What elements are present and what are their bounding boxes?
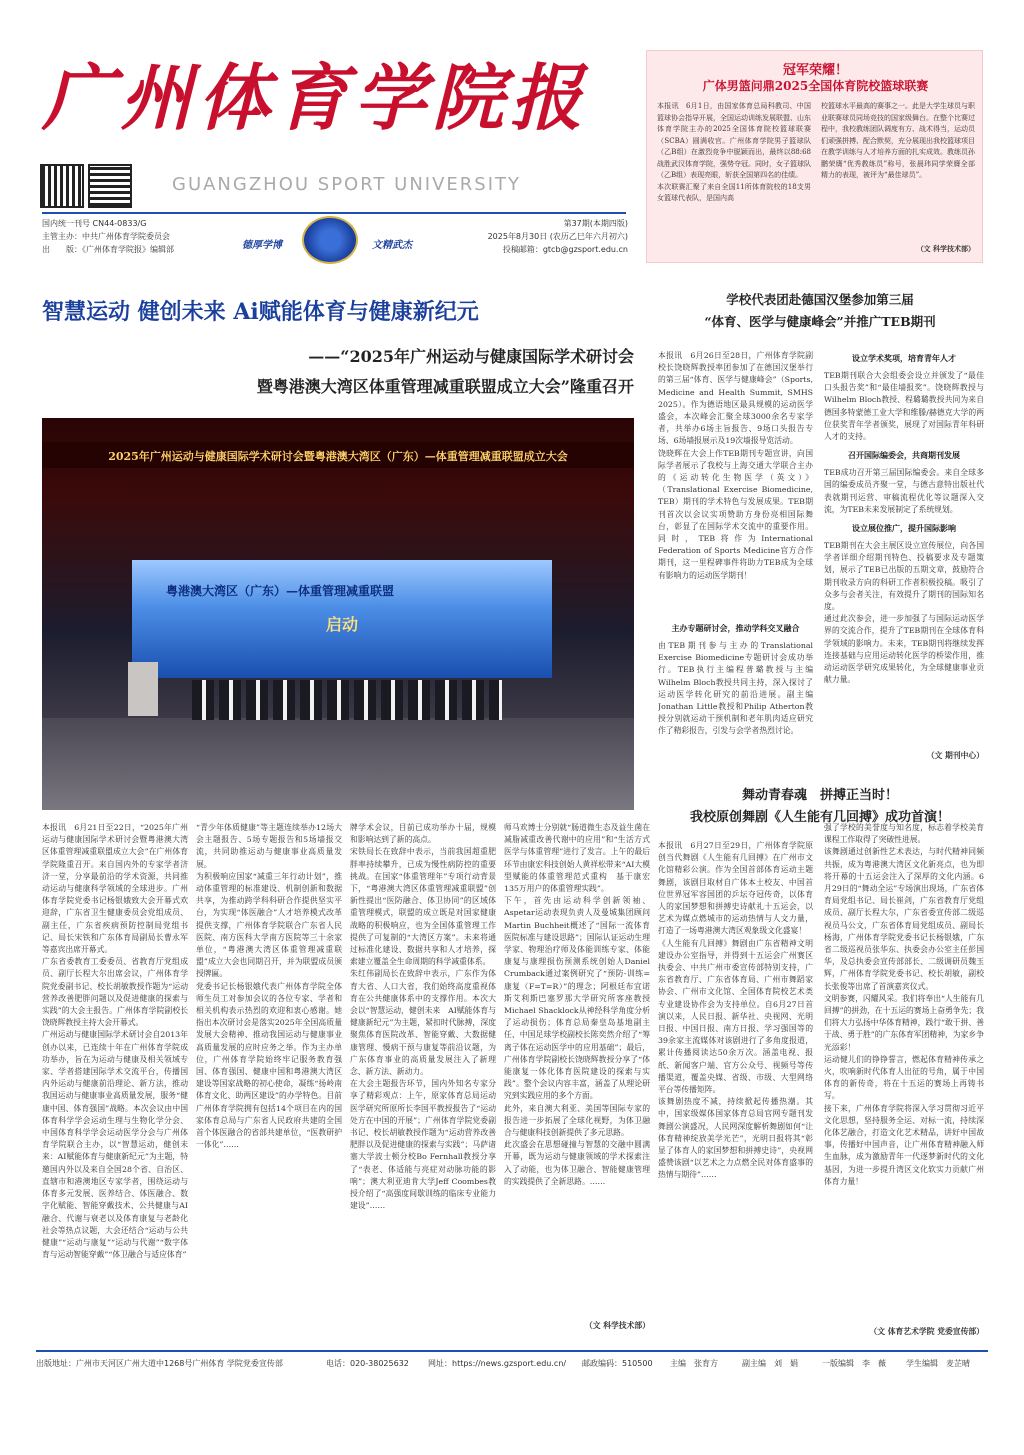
motto-left: 德厚学博 [242,240,282,251]
masthead-publisher: 出 版：《广州体育学院报》编辑部 [42,245,174,254]
main-article-byline: （文 科学技术部） [584,1321,650,1330]
dance-headline-1: 舞动青春魂 拼搏正当时！ [741,788,898,803]
event-photo [42,418,634,810]
footer-site: 网址：https://news.gzsport.edu.cn/ [428,1359,567,1368]
championship-kicker: 冠军荣耀！ [782,63,848,78]
masthead-title: 广州体育学院报 [42,55,589,140]
footer-rule [36,1350,988,1352]
footer-phone: 电话：020-38025632 [326,1359,409,1368]
footer-chief: 主编 张育方 [670,1359,718,1368]
footer-deputy: 副主编 刘 娟 [742,1359,798,1368]
qr-code-right [90,166,130,206]
championship-box [646,50,983,263]
championship-headline: 广体男篮问鼎2025全国体育院校篮球联赛 [702,79,929,93]
main-article-col-4: 师马欢博士分别就“肠道微生态及益生菌在减脂减重改善代谢中的应用”和“生活方式医学与体重管理”进行了发言。上午的最后环节由康宏科技创始人黄祥松带来“AI大模型赋能的体重管理范式重构 基于康宏135万用户的体重管理实践”。 下午，首先由运动科学创新领袖、Aspetar运动表现负责人及曼城集团顾问Martin Buchheit概述了“国际一流体育医院标准与建设思路”；国际认证运动生理学家、物理治疗师及体能训练专家、体能康复与康理损伤预测系统创始人Daniel Crumback通过案例研究了“预防-训练=康复（F=T=R）”的理念；阿根廷布宜诺斯艾利斯巴塞罗那大学研究所客座教授Michael Shacklock从神经科学角度分析了运动损伤；体育总局秦皇岛基地副主任、中国足球学校副校长陈奕然介绍了“筹离子体在运动医学中的应用基础”；最后，广州体育学院副校长饶晓辉教授分享了“体能康复一体化体育医院建设的探索与实践”。整个会议内容丰富，涵盖了从理论研究到实践应用的多个方面。 此外，来自澳大利亚、美国等国际专家的报告进一步拓展了全球化视野，为体卫融合与健康科技创新提供了多元思路。 此次盛会在思想碰撞与智慧的交融中圆满开幕，既为运动与健康领域的学术探索注入了动能，也为体卫融合、智能健康管理的实践提供了全新思路。…… [504,823,650,1186]
masthead-email: 投稿邮箱：gtcb@gzsport.edu.cn [502,245,628,254]
motto-right: 文精武杰 [372,240,412,251]
masthead-issue: 第37期(本期四版) [563,219,628,228]
main-headline: 智慧运动 健创未来 Ai赋能体育与健康新纪元 [42,299,479,325]
teb-subhead-3: 召开国际编委会，共商期刊发展 [848,450,960,461]
dance-col-2: 强了学校的美誉度与知名度，标志着学校美育课程工作取得了突破性进展。 该舞剧通过创新性艺术表达，与时代精神同频共振，成为粤港澳大湾区文化新亮点，也为即将开幕的十五运会注入了深厚的文化内涵。6月29日的“舞动全运”专场演出现场，广东省体育局党组书记、局长崔剑，广东省教育厅党组成员、副厅长程大尔，广东省委宣传部二级巡视员马公文，广东省体育局党组成员、副局长杨海，广州体育学院党委书记长杨银娥，广东省二级巡视员张华东、执委会办公室主任彭国华，及总执委会宣传部部长、二级调研员魏玉辉，广州体育学院党委书记、校长胡敏，副校长张俊等出席了首演嘉宾仪式。 文明参赛，闪耀风采。我们将奉出“人生能有几回搏”的拼劲，在十五运的赛场上奋勇争先；我们将大力弘扬中华体育精神，践行“敢于拼、善于战、勇于胜”的广东体育军团精神，为家乡争光添彩！ 运动健儿们的铮铮誓言，燃起体育精神传承之火，吹响新时代体育人出征的号角，属于中国体育的新传奇，将在十五运的赛场上再铸书写。 接下来，广州体育学院将深入学习贯彻习近平文化思想，坚持服务全运、对标一流，持续深化体艺融合，打造文化艺术精品，讲好中国故事，传播好中国声音，让广州体育精神融入师生血脉，成为激励青年一代逐梦新时代的文化基因，为进一步提升湾区文化软实力贡献广州体育力量！ [824,823,984,1186]
teb-subhead-4: 设立展位推广，提升国际影响 [852,523,956,534]
stage-platform [42,718,634,810]
dance-col-1: 本报讯 6月27日至29日，广州体育学院原创当代舞剧《人生能有几回搏》在广州市文化馆精彩公演。作为全国首部体育运动主题舞剧，该剧目取材自广体本土校友、中国首位世界冠军容国团的乒坛夺冠传奇，以体育人的家国梦想和拼搏史诗献礼十五运会，以艺术为媒点燃城市的运动热情与人文力量，打造了一场粤港澳大湾区观象级文化盛宴！ 《人生能有几回搏》舞剧由广东省精神文明建设办公室指导，并得到十五运会广州赛区执委会、中共广州市委宣传部特别支持，广东省教育厅、广东省体育局、广州市舞蹈家协会、广州市文化馆、全国体育院校艺术类专业建设协作会为支持单位。自6月27日首演以来，人民日报、新华社、央视网、光明日报、中国日报、南方日报、学习强国等的39余家主流媒体对该剧进行了多角度报道，累计传播阅读达50余万次。涵盖电视、报纸、新闻客户端、官方公众号、视频号等传播渠道，覆盖央媒、省级、市级、大型网络平台等传播矩阵。 该舞剧热度不减，持续掀起传播热潮。其中，国家级媒体国家体育总局官网专题刊发舞剧公演盛况，人民网深度解析舞剧如何“让体育精神绽放美学光芒”，光明日报将其“彰显了体育人的家国梦想和拼搏史诗”，央视网盛赞该剧“以艺术之力点燃全民对体育盛事的热情与期待”…… [658,841,813,1180]
teb-col2-body-3: TEB期刊在大会主展区设立宣传展位，向各国学者详细介绍期刊特色、投稿要求及专题策划，展示了TEB已出版的五期文章，鼓励符合期刊收录方向的科研工作者积极投稿。吸引了众多与会者关注，有效提升了期刊的国际知名度。 通过此次参会，进一步加强了与国际运动医学界的交流合作，提升了TEB期刊在全球体育科学领域的影响力。未来，TEB期刊将继续发挥连接基础与应用运动转化医学的桥梁作用，推动运动医学研究成果转化，为全球健康事业贡献力量。 [824,541,984,685]
stage-banner-text: 2025年广州运动与健康国际学术研讨会暨粤港澳大湾区（广东）—体重管理减重联盟成立大会 [108,450,568,463]
guests-row [192,680,502,720]
main-subline-2: 暨粤港澳大湾区体重管理减重联盟成立大会”隆重召开 [256,377,634,396]
dance-byline: （文 体育艺术学院 党委宣传部） [869,1327,984,1336]
school-emblem [302,216,358,264]
footer [36,1358,988,1374]
footer-address: 出版地址：广州市天河区广州大道中1268号广州体育 学院党委宣传部 [36,1359,283,1368]
main-article-col-1: 本报讯 6月21日至22日，“2025年广州运动与健康国际学术研讨会暨粤港澳大湾区体重管理减重联盟成立大会”在广州体育学院隆重召开。来自国内外的专家学者济济一堂，分享最前沿的学术资源，共同推动运动与健康科学领域的全球进步。广州体育学院党委书记杨银娥致大会开幕式欢迎辞，广东省卫生健康委员会党组成员、副主任，广东省疾病预防控制局党组书记、局长宋铁和广东体育局副局长曹永军等嘉宾出席开幕式。 广东省委教育工委委员、省教育厅党组成员、副厅长程大尔出席会议，广州体育学院党委副书记、校长胡敏教授作题为“运动营养改善肥胖问题以及促进健康的探索与实践”的大会主报告。广州体育学院副校长饶晓辉教授主持大会开幕式。 广州运动与健康国际学术研讨会自2013年创办以来，已连续十年在广州体育学院成功举办，旨在为运动与健康及相关领域专家、学者搭建国际学术交流平台，传播国内外运动与健康前沿理论、新方法，推动我国运动与健康事业高质量发展，服务“健康中国、体育强国”战略。本次会议由中国体育科学学会运动生理与生物化学分会、中国体育科学学会运动医学分会与广州体育学院联合主办，以“智慧运动，健创未来：AI赋能体育与健康新纪元”为主题，特邀国内外以及来自全国28个省、自治区、直辖市和港澳地区专家学者，围绕运动与体育多元发展、医养结合、体医融合、数字化赋能、智能穿戴技术、公共健康与AI融合、代谢与衰老以及体育康复与老龄化社会等热点议题，大会还结合“运动与公共健康”“运动与康复”“运动与代谢”“数字体育与运动智能穿戴”“体卫融合与适应体育” [42,823,188,1260]
teb-col2-body-2: TEB成功召开第三届国际编委会。来自全球多国的编委成员齐聚一堂，与德古意特出版社代表就期刊运营、审稿流程优化等议题深入交流，为TEB未来发展制定了系统规划。 [824,468,984,514]
footer-editor: 一版编辑 李 薇 [822,1359,886,1368]
main-subline-1: ——“2025年广州运动与健康国际学术研讨会 [308,347,634,366]
podium [128,662,158,716]
masthead-bar [42,212,626,214]
masthead-date: 2025年8月30日 (农历乙巳年六月初六) [487,232,628,241]
masthead-cn-number: 国内统一刊号 CN44-0833/G [42,219,147,228]
led-screen-launch: 启动 [325,615,358,634]
teb-col1-body-2: 由TEB期刊参与主办的Translational Exercise Biomedicine专题研讨会成功举行。TEB执行主编程普璐教授与主编Wilhelm Bloch教授共同主持，深入探讨了运动医学转化研究的前沿进展。副主编Jonathan Little教授和Philip Atherton教授分别就运动干预机制和老年肌肉适应研究作了精彩报告，引发与会学者热烈讨论。 [658,641,813,736]
championship-col2: 校篮球水平最高的赛事之一。此是大学生球员与职业联赛球员同场竞技的国家级舞台。在整个比赛过程中，我校教练团队调度有方、战术得当，运动员们顽强拼搏、配合默契，充分展现出我校篮球项目在教学训练与人才培养方面的扎实成效。教练员孙鹏荣膺“优秀教练员”称号，张晨玮同学荣膺全部精力的表现，被评为“最佳球员”。 [821,102,975,179]
teb-col-1 [658,350,813,740]
teb-byline: （文 期刊中心） [926,751,984,760]
led-screen-title: 粤港澳大湾区（广东）—体重管理减重联盟 [166,584,395,598]
championship-byline: （文 科学技术部） [916,244,975,253]
masthead [42,42,642,262]
main-article-col-3: 牌学术会议，目前已成功举办十届，规模和影响达到了新的高点。 宋铁局长在致辞中表示，当前我国超重肥胖率持续攀升，已成为慢性病防控的重要挑战。在国家“体重管理年”专项行动背景下，“粤港澳大湾区体重管理减重联盟”创新性提出“医防融合、体卫协同”的区域体重管理模式，联盟的成立既是对国家健康战略的积极响应，也为全国体重管理工作提供了可复制的“大湾区方案”。未来将通过标准化建设、数据共享和人才培养，探索建立覆盖全生命周期的科学减重体系。 朱红伟副局长在致辞中表示，广东作为体育大省、人口大省，我们始终高度重视体育在公共健康体系中的支撑作用。本次大会以“智慧运动，健创未来 AI赋能体育与健康新纪元”为主题，紧扣时代脉搏，深度聚焦体育医院改革、智能穿戴、大数据健康管理、慢病干预与康复等前沿议题，为广东体育事业的高质量发展注入了新理念、新方法、新动力。 在大会主题报告环节，国内外知名专家分享了精彩观点：上午，原家体育总局运动医学研究所原所长李国平教授报告了“运动处方在中国的开展”；广州体育学院党委副书记、校长胡敏教授作题为“运动营养改善肥胖以及促进健康的探索与实践”；马萨诸塞大学波士顿分校Bo Fernhall教授分享了“表老、体适能与亮症对动脉功能的影响”；澳大利亚迪肯大学Jeff Coombes教授介绍了“高强度间歇训练的临床专业能力建设”…… [350,823,496,1211]
teb-subhead-2: 设立学术奖项，培育青年人才 [852,353,956,363]
teb-col-2 [824,346,984,740]
dance-headline-2: 我校原创舞剧《人生能有几回搏》成功首演！ [689,810,950,825]
teb-headline-1: 学校代表团赴德国汉堡参加第三届 [726,292,914,307]
teb-col2-body-1: TEB期刊联合大会组委会设立并颁发了“最佳口头报告奖”和“最佳墙报奖”。饶晓辉教授与Wilhelm Bloch教授、程璐璐教授共同为来自德国多特蒙德工业大学和维滕/赫德克大学的两位获奖青年学者颁奖，展现了对国际青年科研人才的支持。 [824,371,984,442]
footer-student: 学生编辑 麦芷晴 [906,1359,970,1368]
teb-col1-body: 本报讯 6月26日至28日，广州体育学院副校长饶晓辉教授率团参加了在德国汉堡举行的第三届“体育、医学与健康峰会”（Sports, Medicine and Health Summit, SMHS 2025）。作为德语地区最具规模的运动医学盛会，本次峰会汇聚全球3000余名专家学者，共举办6场主旨报告、9场口头报告专场、6场墙报展示及19次墙报导览活动。 饶晓辉在大会上作TEB期刊专题宣讲，向国际学者展示了我校与上海交通大学联合主办的《运动转化生物医学（英文）》（Translational Exercise Biomedicine, TEB）期刊的学术特色与发展成果。TEB期刊首次以会议实项赞助方身份亮相国际舞台，彰显了在国际学术交流中的重要作用。同时，TEB将作为International Federation of Sports Medicine官方合作期刊，这一里程碑事件将助力TEB成为全球有影响力的运动医学期刊！ [658,351,813,580]
masthead-title-en: GUANGZHOU SPORT UNIVERSITY [172,174,522,195]
masthead-sponsor: 主管主办：中共广州体育学院委员会 [42,232,170,241]
teb-headline-2: “体育、医学与健康峰会”并推广TEB期刊 [704,314,936,329]
teb-subhead-1: 主办专题研讨会，推动学科交叉融合 [671,623,800,633]
championship-col1: 本报讯 6月1日，由国家体育总局科教司、中国篮球协会指导开展，全国运动训练发展联盟、山东体育学院主办的2025全国体育院校篮球联赛（SCBA）圆满收官。广州体育学院男子篮球队（乙B组）在激烈竞争中脱颖而出，最终以88:68战胜武汉体育学院，强势夺冠。同时，女子篮球队（乙B组）表现亮眼，斩获全国第四名的佳绩。 本次联赛汇聚了来自全国11所体育院校的18支男女篮球代表队，是国内高 [657,102,811,202]
qr-code-left [42,166,82,206]
footer-zip: 邮政编码：510500 [582,1359,653,1368]
main-article-col-2: “青少年体质健康”等主题连续举办12场大会主题报告、5场专题报告和5场墙报交流，共同助推运动与健康事业高质量发展。 为积极响应国家“减重三年行动计划”，推动体重管理的标准建设、机制创新和数据共享，为推动跨学科科研合作提供坚实平台，为实现“体医融合”人才培养模式改革提供支撑，广州体育学院联合广东省人民医院、南方医科大学南方医院等三十余家单位，“粤港澳大湾区体重管理减重联盟”成立大会也同期召开，并为联盟成员颁授牌匾。 党委书记长杨银娥代表广州体育学院全体师生员工对参加会议的各位专家、学者和相关机构表示热烈的欢迎和衷心感谢。她指出本次研讨会是落实2025年全国高质量发展大会精神、推动我国运动与健康事业高质量发展的应时应务之举。作为主办单位，广州体育学院始终牢记服务教育强国、体育强国、健康中国和粤港澳大湾区建设等国家战略的初心使命，凝练“扬岭南体育文化、助两区建设”的办学特色。目前广州体育学院拥有包括14个项目在内的国家体育总局与广东省人民政府共建的全国首个体医融合的省部共建单位，“医教研护一体化”…… [196,823,342,1150]
